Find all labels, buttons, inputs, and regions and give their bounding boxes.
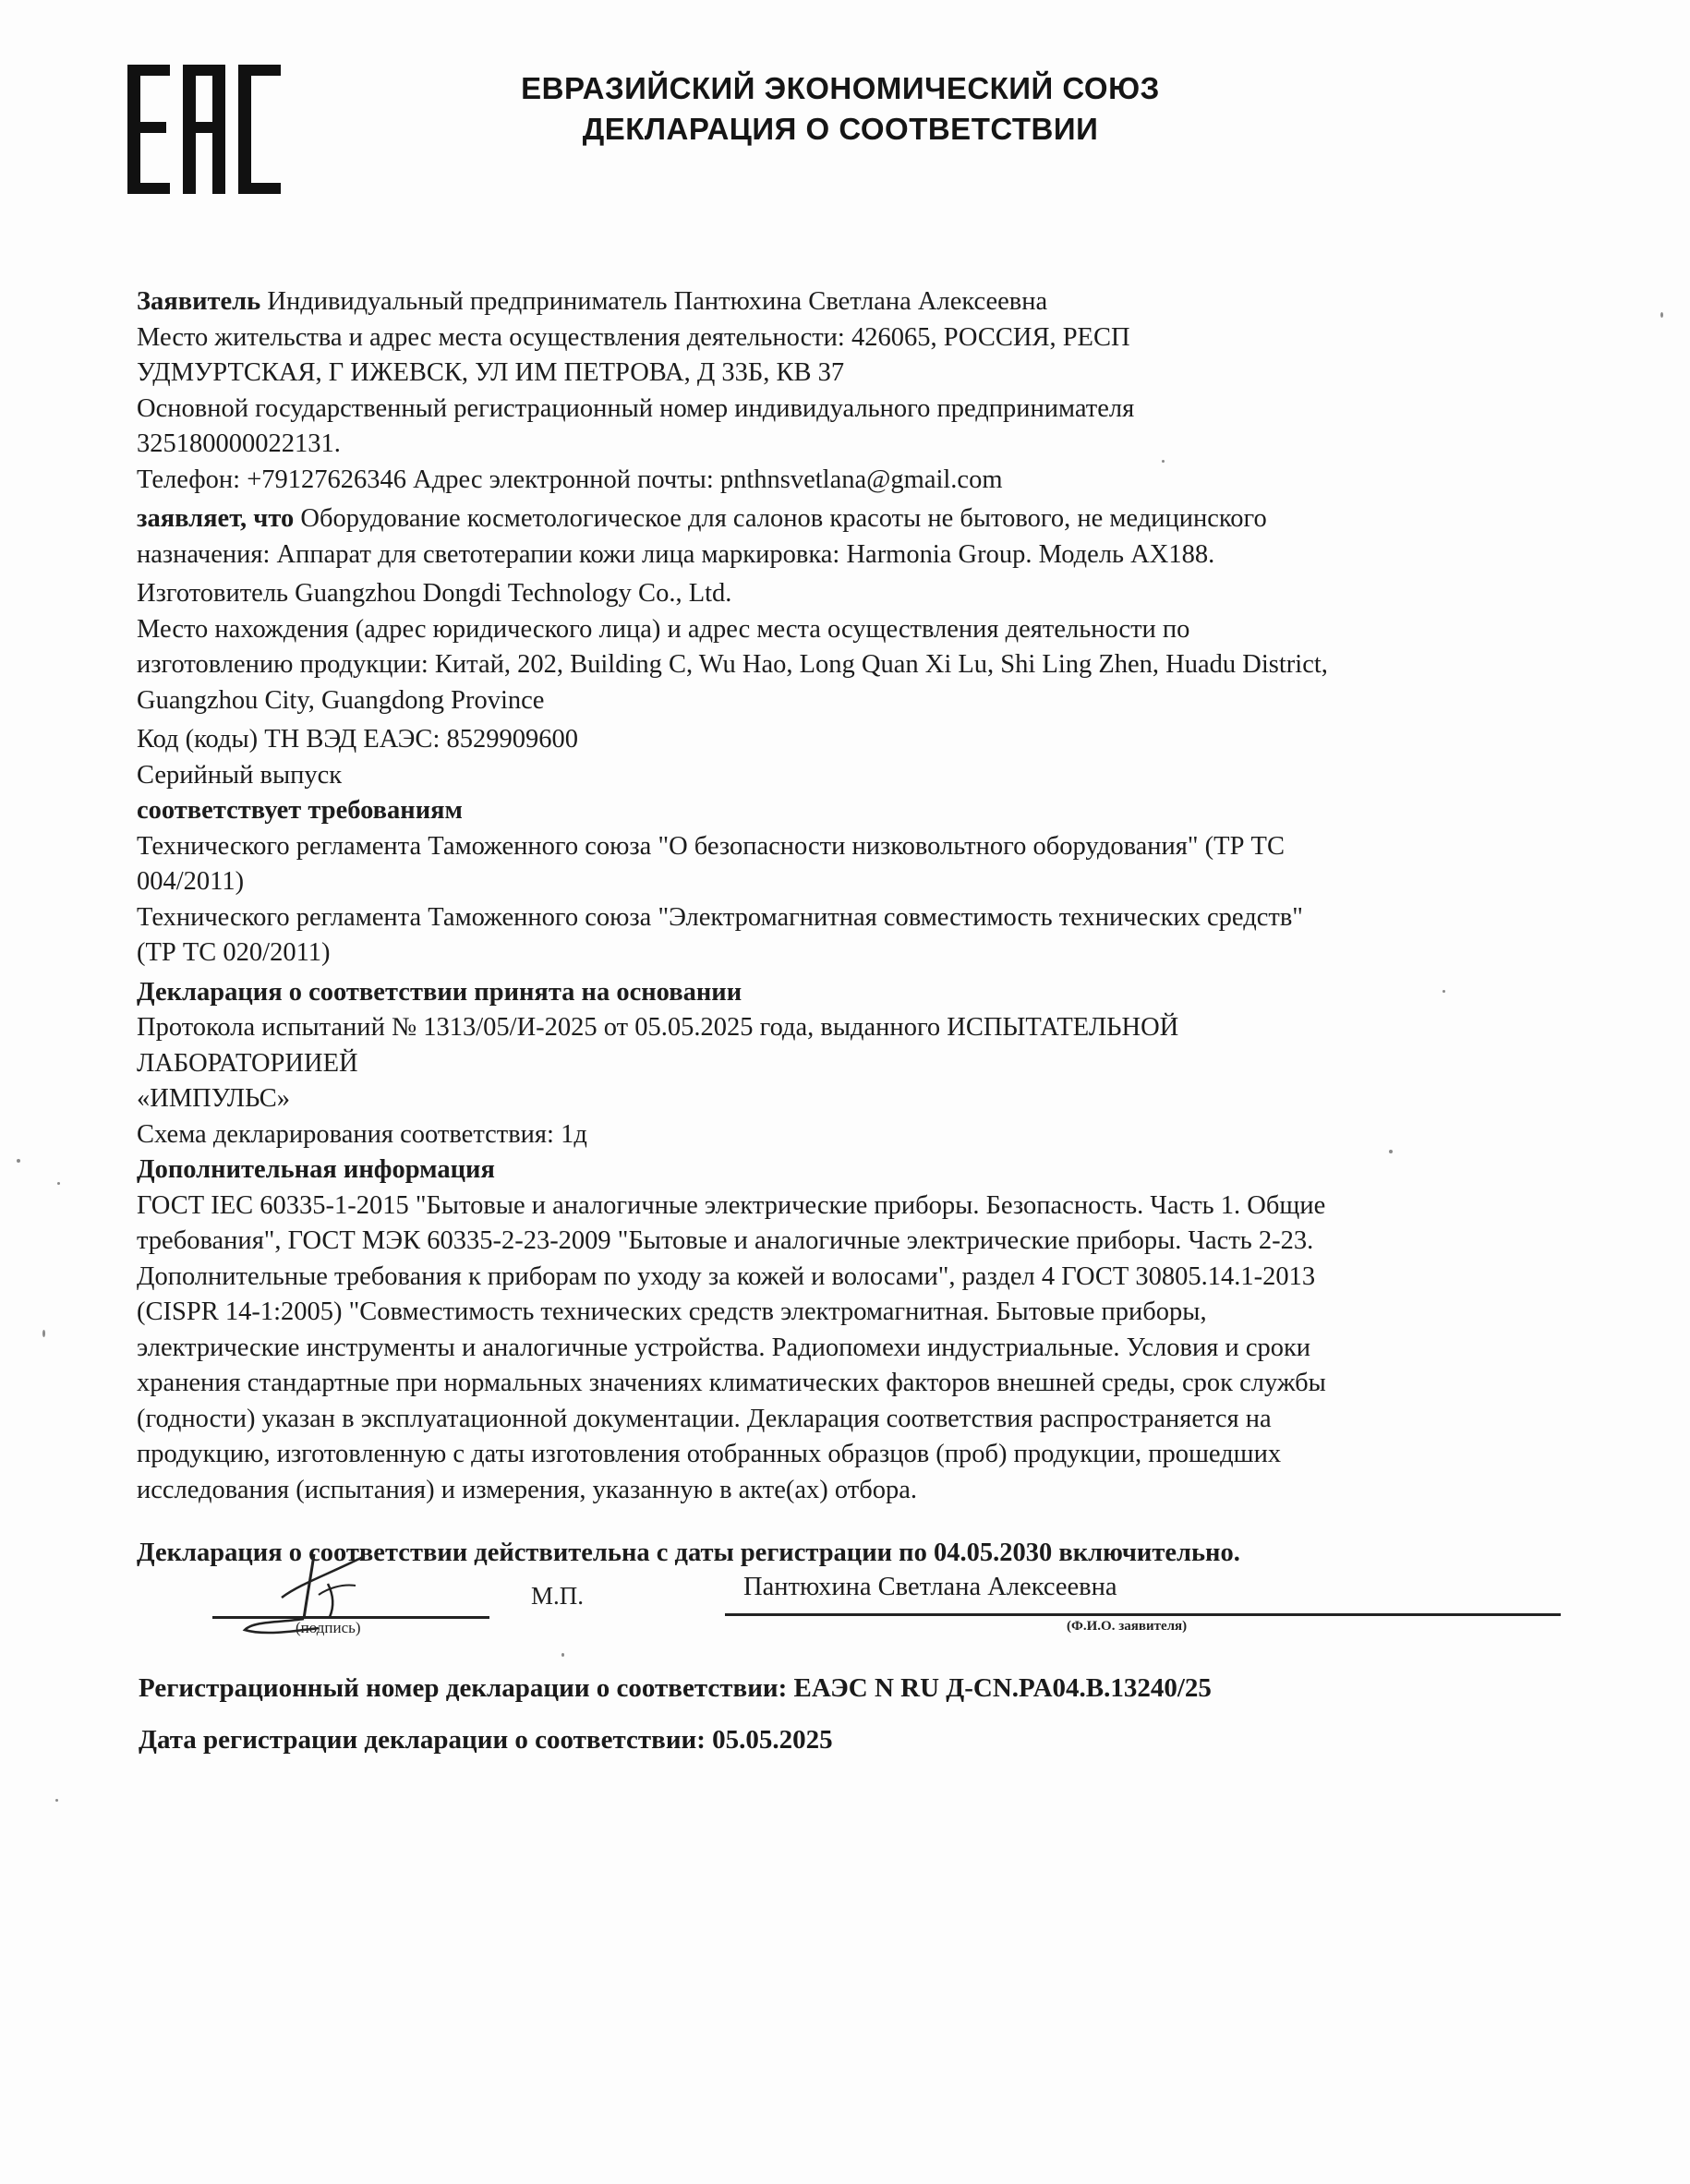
applicant-line [137,284,1540,320]
additional-info-line: требования", ГОСТ МЭК 60335-2-23-2009 "Бытовые и аналогичные электрические приборы. Часть 2-23. [137,1226,1314,1255]
basis-protocol-line-2: ЛАБОРАТОРИИЕЙ [137,1048,358,1078]
registration-date: Дата регистрации декларации о соответствии: 05.05.2025 [139,1725,833,1755]
eac-logo [127,65,284,199]
regulation-2-line-1: Технического регламента Таможенного союза "Электромагнитная совместимость технических средств" [137,902,1303,932]
applicant-contacts: Телефон: +79127626346 Адрес электронной почты: pnthnsvetlana@gmail.com [137,465,1003,494]
scan-speck [55,1799,58,1802]
additional-info-line: ГОСТ IEC 60335-1-2015 "Бытовые и аналогичные электрические приборы. Безопасность. Часть 1. Общие [137,1190,1326,1220]
declaration-body [137,284,1540,1572]
applicant-ogrn-line-2: 325180000022131. [137,429,341,458]
eac-logo-mark [127,65,284,199]
additional-info-line: (годности) указан в эксплуатационной документации. Декларация соответствия распространяется на [137,1404,1272,1433]
serial-production: Серийный выпуск [137,760,343,790]
additional-info-line: (CISPR 14-1:2005) "Совместимость технических средств электромагнитная. Бытовые приборы, [137,1297,1207,1326]
applicant-full-name: Пантюхина Светлана Алексеевна [743,1573,1117,1601]
signature-caption: (подпись) [296,1619,361,1636]
applicant-address-line-1: Место жительства и адрес места осуществления деятельности: 426065, РОССИЯ, РЕСП [137,322,1130,352]
applicant-address-line-2: УДМУРТСКАЯ, Г ИЖЕВСК, УЛ ИМ ПЕТРОВА, Д 33Б, КВ 37 [137,358,845,387]
regulation-1-line-2: 004/2011) [137,867,245,896]
scan-speck [1162,460,1165,463]
stamp-place-label: М.П. [531,1582,585,1610]
additional-info-line: электрические инструменты и аналогичные устройства. Радиопомехи индустриальные. Условия и сроки [137,1333,1311,1362]
header-union-title: ЕВРАЗИЙСКИЙ ЭКОНОМИЧЕСКИЙ СОЮЗ [521,71,1160,105]
regulation-2-line-2: (ТР ТС 020/2011) [137,938,331,967]
name-caption: (Ф.И.О. заявителя) [1067,1619,1188,1634]
basis-protocol-line-1: Протокола испытаний № 1313/05/И-2025 от 05.05.2025 года, выданного ИСПЫТАТЕЛЬНОЙ [137,1013,1179,1042]
applicant-name: Индивидуальный предприниматель Пантюхина Светлана Алексеевна [260,287,1048,316]
header-declaration-title: ДЕКЛАРАЦИЯ О СООТВЕТСТВИИ [582,112,1099,146]
scan-speck [42,1330,45,1337]
basis-protocol-line-3: «ИМПУЛЬС» [137,1084,290,1113]
regulation-1-line-1: Технического регламента Таможенного союза "О безопасности низковольтного оборудования" (ТР ТС [137,831,1285,861]
scan-speck [1389,1150,1393,1153]
signature-block [139,1565,1561,1667]
declares-line-2: назначения: Аппарат для светотерапии кожи лица маркировка: Harmonia Group. Модель AX188. [137,539,1215,569]
scan-speck [1660,312,1663,318]
manufacturer-address-line-1: Место нахождения (адрес юридического лица) и адрес места осуществления деятельности по [137,614,1190,644]
name-line [725,1613,1561,1616]
declares-product: Оборудование косметологическое для салонов красоты не бытового, не медицинского [294,504,1267,533]
scan-speck [57,1182,60,1185]
manufacturer-address-line-3: Guangzhou City, Guangdong Province [137,685,545,715]
declares-label: заявляет, что [137,504,295,533]
scan-speck [561,1653,564,1657]
tn-ved-code: Код (коды) ТН ВЭД ЕАЭС: 8529909600 [137,725,578,754]
additional-info-line: хранения стандартные при нормальных значениях климатических факторов внешней среды, срок службы [137,1369,1326,1397]
conforms-label: соответствует требованиям [137,796,463,825]
additional-info-line: продукцию, изготовленную с даты изготовления отобранных образцов (проб) продукции, прошедших [137,1440,1282,1468]
basis-label: Декларация о соответствии принята на основании [137,977,742,1007]
manufacturer-address-line-2: изготовлению продукции: Китай, 202, Building C, Wu Hao, Long Quan Xi Lu, Shi Ling Zhen, Huadu District, [137,650,1328,679]
additional-info-line: исследования (испытания) и измерения, указанную в акте(ах) отбора. [137,1475,917,1504]
validity-statement: Декларация о соответствии действительна с даты регистрации по 04.05.2030 включительно. [137,1538,1240,1567]
registration-number: Регистрационный номер декларации о соответствии: ЕАЭС N RU Д-CN.PA04.B.13240/25 [139,1673,1212,1703]
applicant-label: Заявитель [137,287,261,316]
registration-block [139,1670,1212,1773]
additional-info-label: Дополнительная информация [137,1155,495,1184]
declaration-scheme: Схема декларирования соответствия: 1д [137,1119,587,1149]
document-header [406,68,1274,150]
declares-line-1 [137,501,1540,537]
manufacturer-name: Изготовитель Guangzhou Dongdi Technology Co., Ltd. [137,579,732,608]
scan-speck [1443,990,1445,993]
scan-speck [17,1159,20,1163]
additional-info-line: Дополнительные требования к приборам по уходу за кожей и волосами", раздел 4 ГОСТ 30805.14.1-2013 [137,1261,1316,1291]
applicant-ogrn-line-1: Основной государственный регистрационный номер индивидуального предпринимателя [137,393,1135,423]
